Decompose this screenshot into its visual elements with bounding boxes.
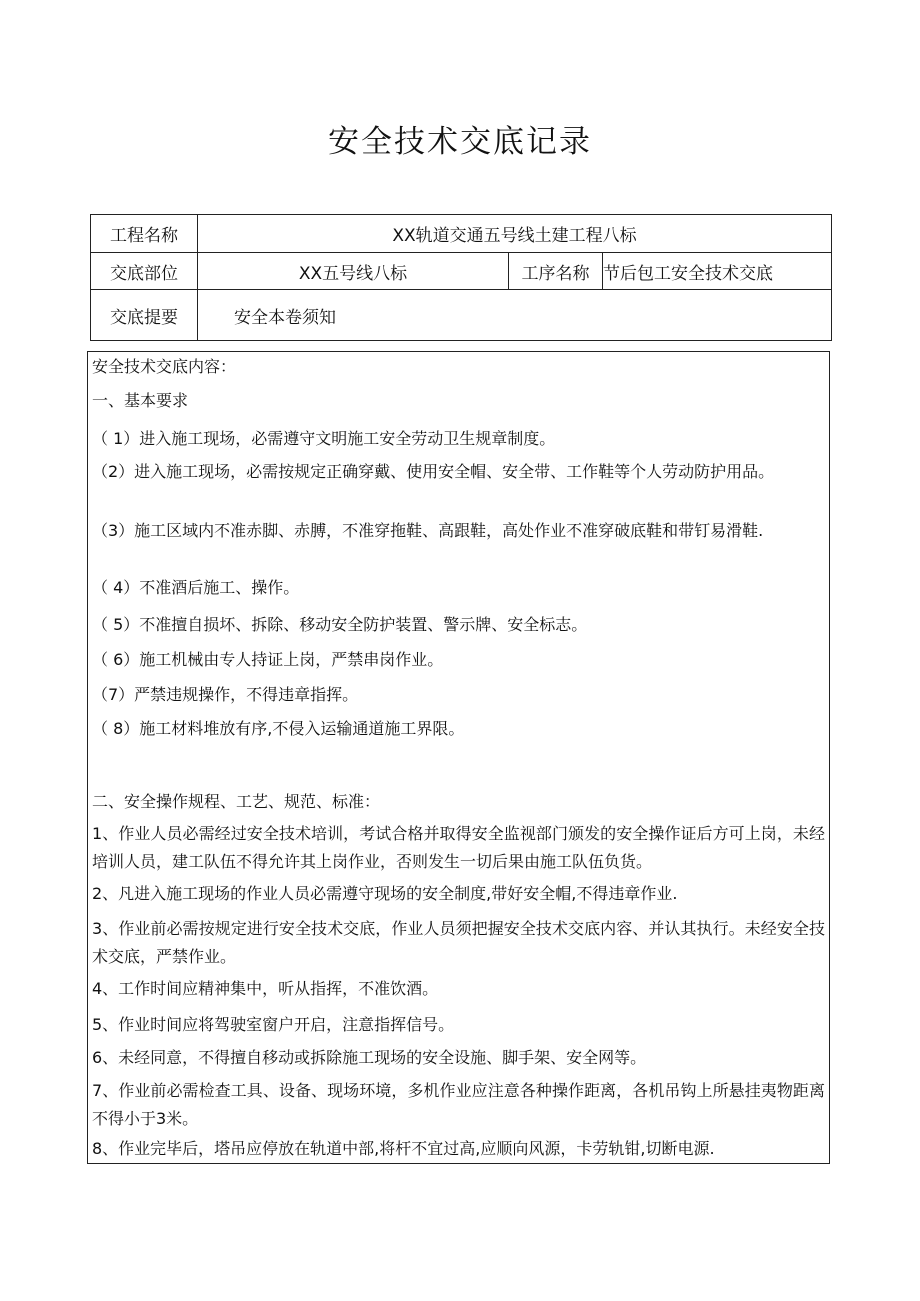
handover-part-label: 交底部位 xyxy=(91,253,198,290)
requirement-6: （ 6）施工机械由专人持证上岗，严禁串岗作业。 xyxy=(92,650,444,669)
requirement-8: （ 8）施工材料堆放有序,不侵入运输通道施工界限。 xyxy=(92,719,465,738)
document-title: 安全技术交底记录 xyxy=(328,124,592,160)
section2-title: 二、安全操作规程、工艺、规范、标准： xyxy=(92,792,381,811)
info-table xyxy=(90,214,832,341)
rule-3: 3、作业前必需按规定进行安全技术交底，作业人员须把握安全技术交底内容、并认其执行。未经安全技术交底，严禁作业。 xyxy=(92,919,825,966)
rule-4: 4、工作时间应精神集中，听从指挥，不准饮酒。 xyxy=(92,979,439,998)
summary-label: 交底提要 xyxy=(91,290,198,341)
summary-value: 安全本卷须知 xyxy=(198,290,832,341)
handover-content-box xyxy=(87,351,830,1164)
requirement-4: （ 4）不准酒后施工、操作。 xyxy=(92,578,300,597)
requirement-1: （ 1）进入施工现场，必需遵守文明施工安全劳动卫生规章制度。 xyxy=(92,429,556,448)
project-name-label: 工程名称 xyxy=(91,215,198,253)
rule-5: 5、作业时间应将驾驶室窗户开启，注意指挥信号。 xyxy=(92,1015,455,1034)
rule-8: 8、作业完毕后，塔吊应停放在轨道中部,将杆不宜过高,应顺向风源，卡劳轨钳,切断电源. xyxy=(92,1139,715,1158)
rule-2: 2、凡进入施工现场的作业人员必需遵守现场的安全制度,带好安全帽,不得违章作业. xyxy=(92,884,678,903)
requirement-2: （2）进入施工现场，必需按规定正确穿戴、使用安全帽、安全带、工作鞋等个人劳动防护用品。 xyxy=(92,462,775,481)
project-name-value: XX轨道交通五号线土建工程八标 xyxy=(198,215,832,253)
process-name-value: 节后包工安全技术交底 xyxy=(603,253,832,290)
rule-6: 6、未经同意，不得擅自移动或拆除施工现场的安全设施、脚手架、安全网等。 xyxy=(92,1048,647,1067)
process-name-label: 工序名称 xyxy=(509,253,603,290)
requirement-7: （7）严禁违规操作，不得违章指挥。 xyxy=(92,685,359,704)
rule-7: 7、作业前必需检查工具、设备、现场环境，多机作业应注意各种操作距离，各机吊钩上所悬挂夷物距离不得小于3米。 xyxy=(92,1081,825,1128)
content-heading: 安全技术交底内容： xyxy=(92,357,237,376)
section1-title: 一、基本要求 xyxy=(92,391,189,410)
requirement-3: （3）施工区域内不准赤脚、赤膊，不准穿拖鞋、高跟鞋，高处作业不准穿破底鞋和带钉易滑鞋. xyxy=(92,521,764,540)
handover-part-value: XX五号线八标 xyxy=(198,253,509,290)
requirement-5: （ 5）不准擅自损坏、拆除、移动安全防护装置、警示牌、安全标志。 xyxy=(92,615,588,634)
rule-1: 1、作业人员必需经过安全技术培训，考试合格并取得安全监视部门颁发的安全操作证后方可上岗，未经培训人员，建工队伍不得允许其上岗作业，否则发生一切后果由施工队伍负货。 xyxy=(92,824,825,871)
